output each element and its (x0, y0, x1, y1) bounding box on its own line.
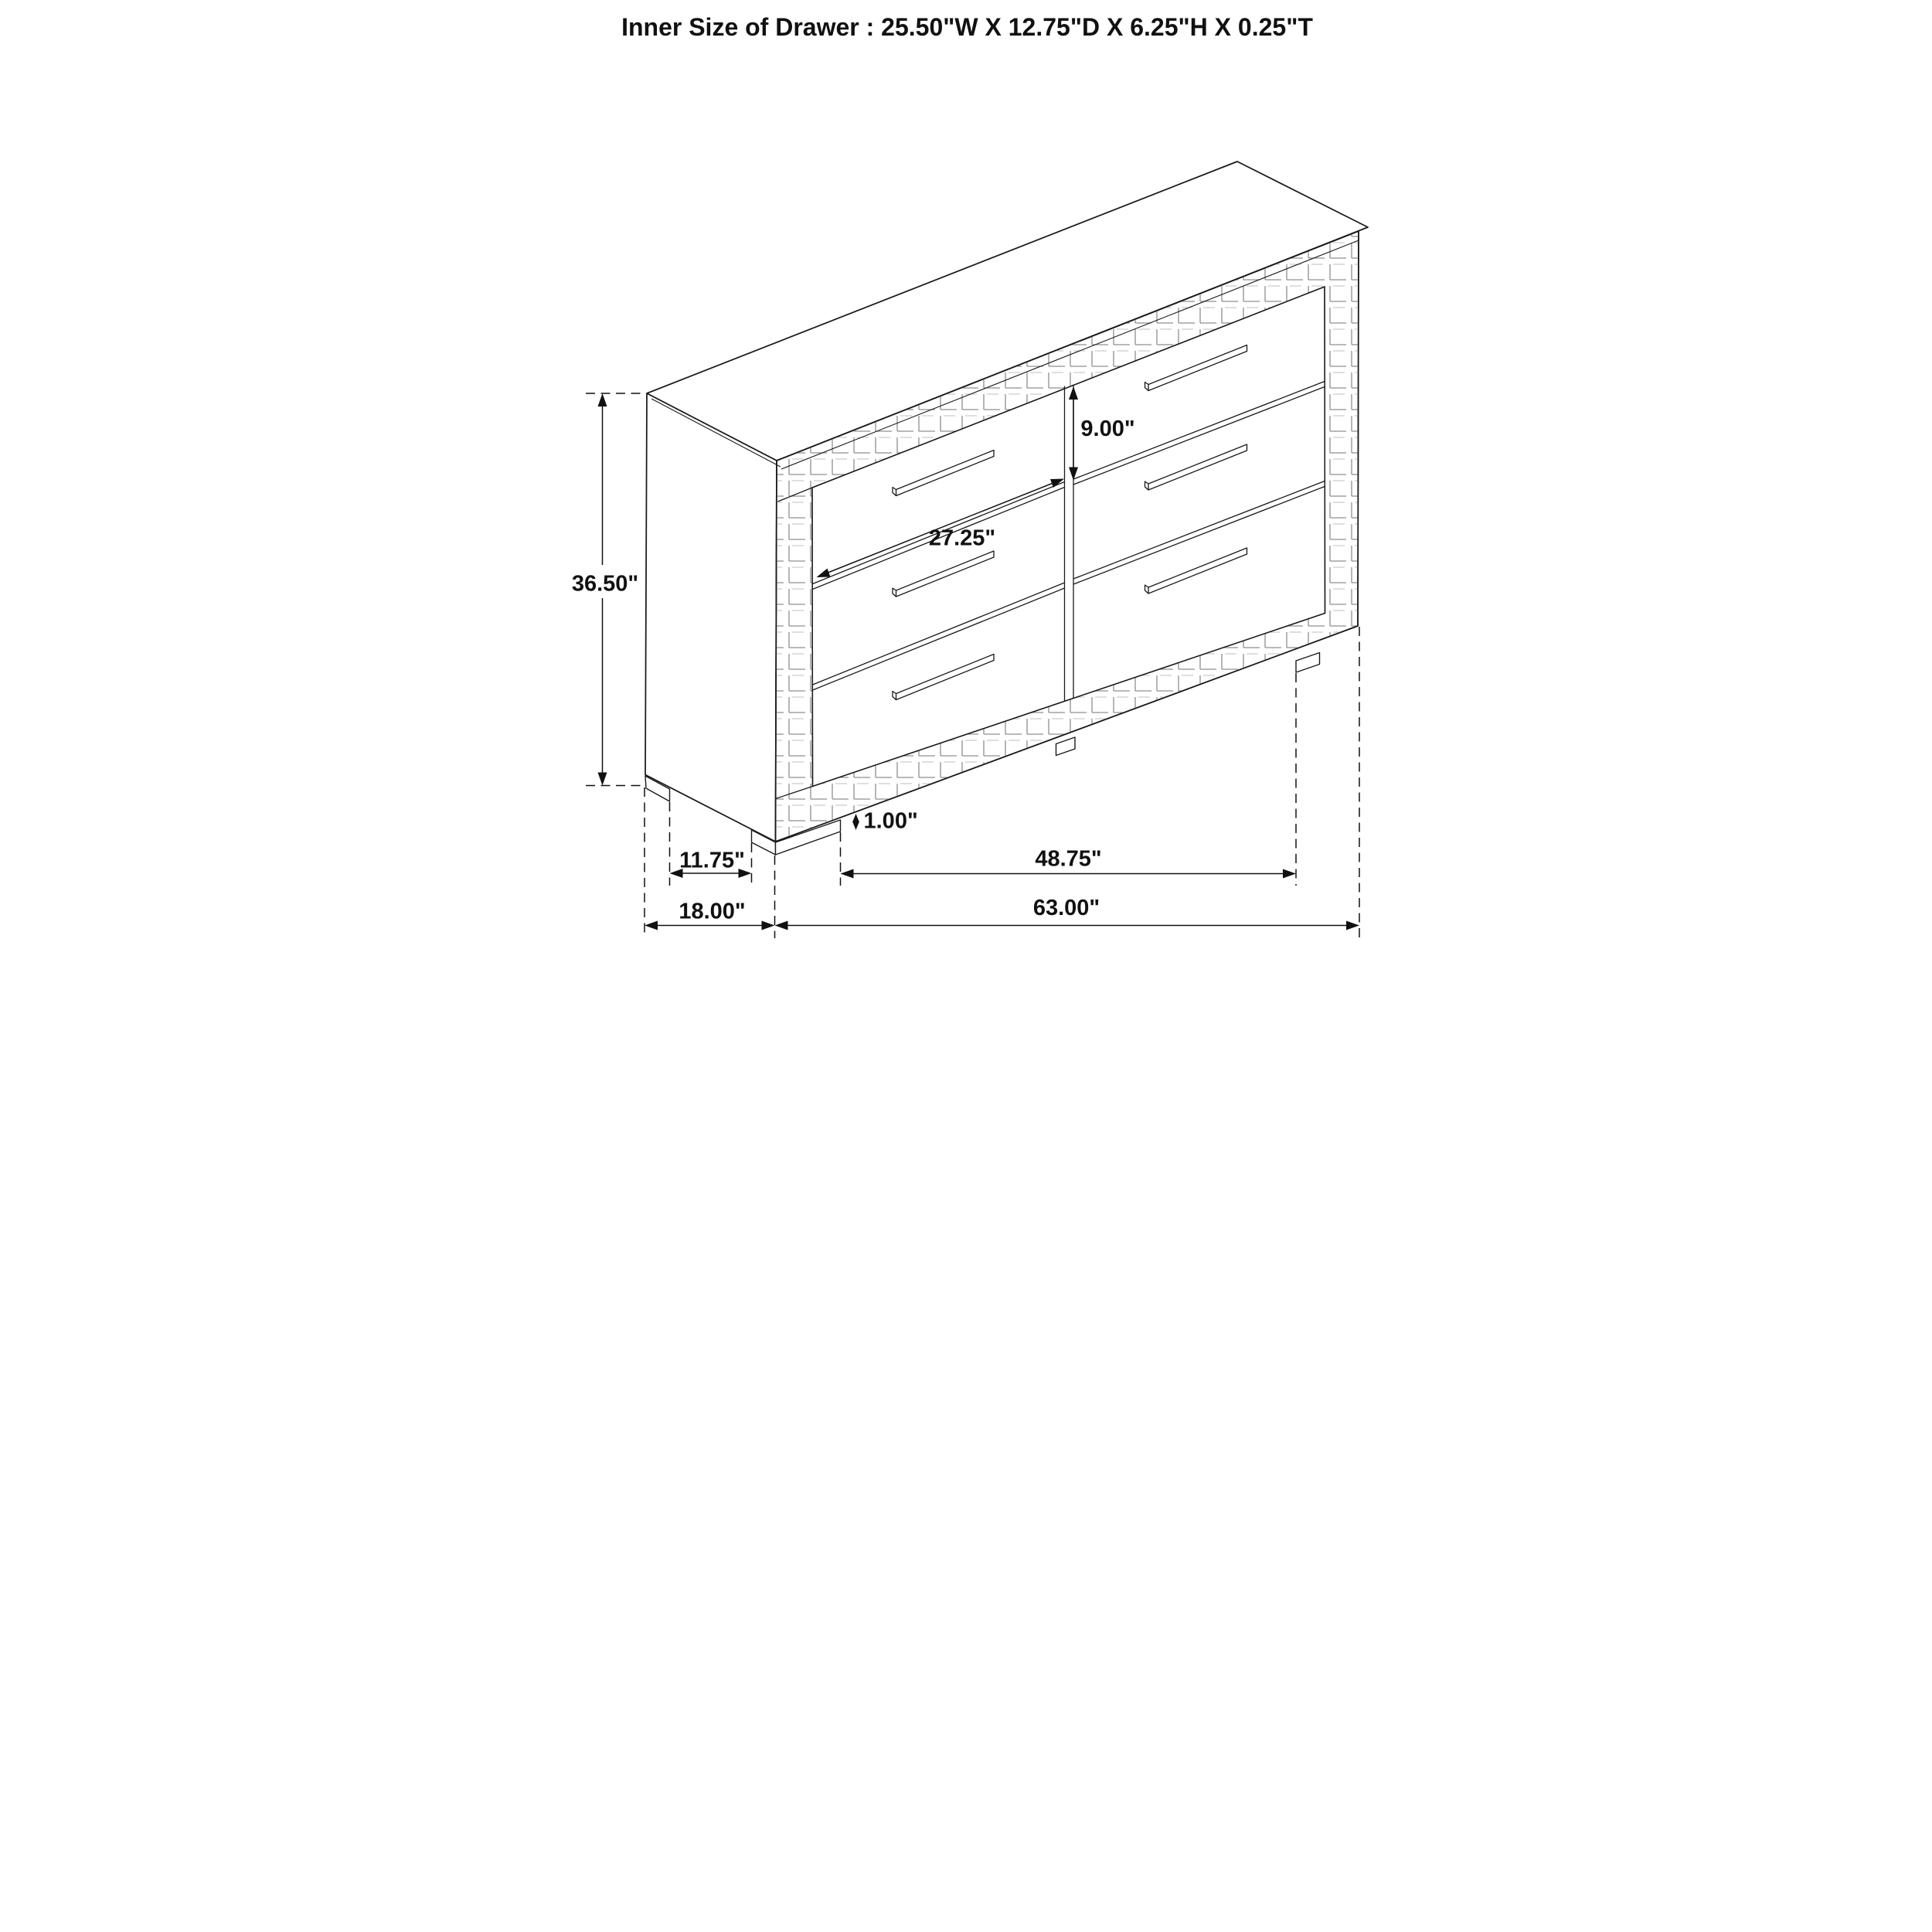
dresser-dimension-diagram (483, 0, 1449, 966)
dimension-label-overall-depth: 18.00" (679, 899, 746, 924)
dresser-drawing (645, 162, 1368, 855)
foot-front-right (1296, 653, 1320, 673)
dimension-label-foot-height: 1.00" (863, 808, 918, 834)
dimension-label-drawer-height: 9.00" (1080, 417, 1135, 441)
dimension-label-side-foot-spacing: 11.75" (679, 848, 745, 873)
foot-front-middle (1056, 737, 1076, 756)
left-side-face (645, 393, 777, 842)
dimension-label-front-foot-spacing: 48.75" (1035, 846, 1102, 872)
dimension-overall-height (572, 393, 645, 786)
dimension-foot-height (852, 809, 918, 834)
diagram-title: Inner Size of Drawer : 25.50"W X 12.75"D X 6.25"H X 0.25"T (621, 13, 1313, 41)
diagram-canvas (483, 0, 1449, 966)
dimension-label-drawer-width: 27.25" (928, 526, 996, 551)
dimension-label-overall-width: 63.00" (1032, 896, 1100, 920)
dimension-label-overall-height: 36.50" (571, 571, 639, 597)
